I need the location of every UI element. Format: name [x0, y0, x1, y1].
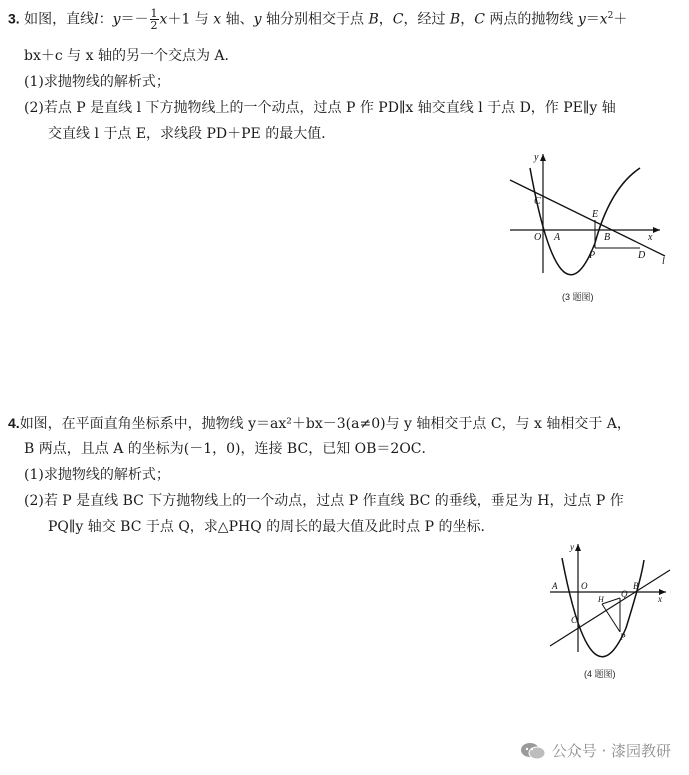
- label-q: Q: [621, 589, 628, 599]
- line-bc: [550, 570, 670, 646]
- problem3-figure-caption: (3 题图): [562, 292, 594, 302]
- y-axis-arrow-icon: [540, 154, 546, 161]
- problem3-line2: bx＋c 与 x 轴的另一个交点为 A．: [24, 48, 239, 64]
- problem4-part2-line2: PQ∥y 轴交 BC 于点 Q，求△PHQ 的周长的最大值及此时点 P 的坐标．: [48, 519, 495, 535]
- parabola: [530, 168, 640, 275]
- problem3-part2-line1: (2)若点 P 是直线 l 下方抛物线上的一个动点，过点 P 作 PD∥x 轴交直线 l 于点 D，作 PE∥y 轴: [24, 100, 616, 116]
- label-o: O: [534, 232, 542, 243]
- label-x: x: [658, 594, 662, 604]
- problem3-part1: (1)求抛物线的解析式；: [24, 74, 170, 90]
- segment-ph: [602, 604, 620, 632]
- label-o: O: [581, 581, 588, 591]
- label-b: B: [604, 232, 611, 243]
- line-l: [510, 180, 665, 256]
- problem3-line1: 3. 如图，直线l：y＝－ $\frac{1}{2}$ x＋1 与 x 轴、y 轴分别相交于点 B，C，经过 B，C 两点的抛物线 $y=x^2+$: [8, 7, 628, 32]
- label-c: C: [534, 196, 541, 207]
- x-axis-arrow-icon: [653, 227, 660, 233]
- problem4-figure: [546, 540, 676, 660]
- parabola: [562, 558, 644, 657]
- fraction-half: $\frac{1}{2}$: [150, 7, 158, 32]
- wechat-icon: [520, 742, 546, 760]
- label-p: P: [620, 632, 626, 642]
- label-x: x: [648, 232, 653, 243]
- label-p: P: [589, 250, 596, 261]
- label-e: E: [592, 209, 599, 220]
- problem3-number: 3.: [8, 10, 20, 27]
- label-a: A: [554, 232, 561, 243]
- label-b: B: [633, 581, 639, 591]
- problem4-line2: B 两点，且点 A 的坐标为(－1，0)，连接 BC，已知 OB＝2OC．: [24, 441, 436, 457]
- problem4-part1: (1)求抛物线的解析式；: [24, 467, 170, 483]
- problem3-part2-line2: 交直线 l 于点 E，求线段 PD＋PE 的最大值．: [48, 126, 336, 142]
- problem3-figure: [500, 148, 670, 280]
- label-h: H: [598, 595, 604, 604]
- y-axis-arrow-icon: [575, 544, 581, 551]
- watermark: [520, 740, 671, 761]
- label-l: l: [662, 256, 665, 267]
- label-d: D: [638, 250, 646, 261]
- problem4-number: 4.: [8, 415, 20, 431]
- problem4-line1: 4.如图，在平面直角坐标系中，抛物线 y＝ax²＋bx－3(a≠0)与 y 轴相交于点 C，与 x 轴相交于 A，: [8, 415, 631, 432]
- watermark-text: 公众号 · 漆园教研: [551, 742, 671, 760]
- problem4-part2-line1: (2)若 P 是直线 BC 下方抛物线上的一个动点，过点 P 作直线 BC 的垂线，垂足为 H，过点 P 作: [24, 493, 624, 509]
- label-y: y: [570, 542, 574, 552]
- label-a: A: [552, 581, 558, 591]
- label-c: C: [571, 615, 578, 625]
- label-y: y: [534, 152, 539, 163]
- problem4-figure-caption: (4 题图): [584, 669, 616, 679]
